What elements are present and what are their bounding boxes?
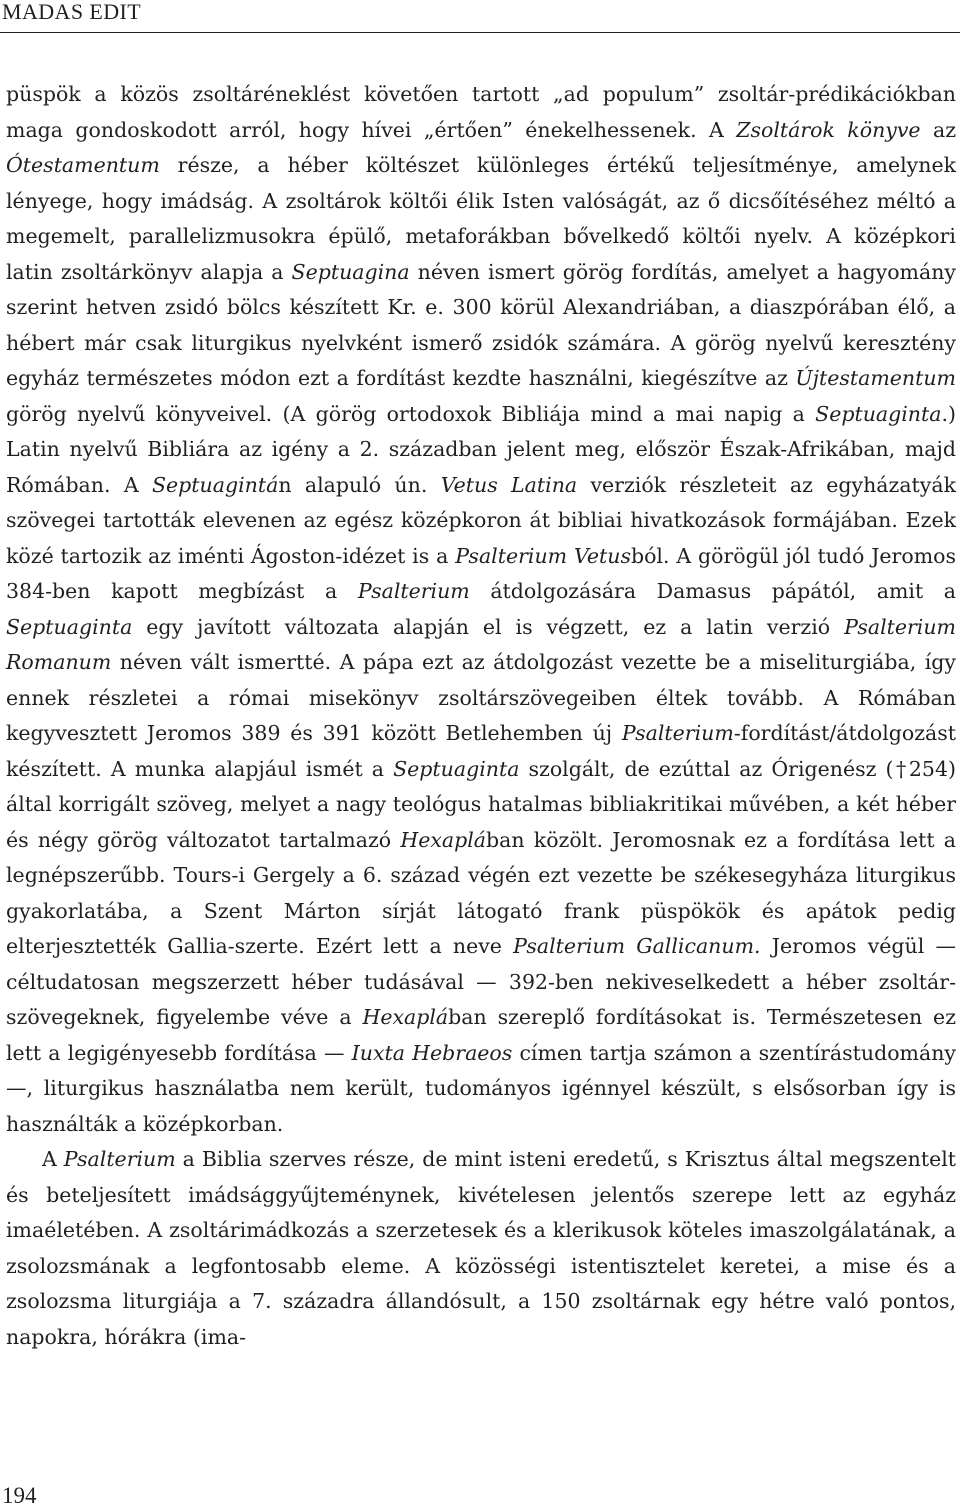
text-run: n alapuló ún. bbox=[278, 472, 441, 497]
italic-text-run: Psalterium bbox=[357, 579, 470, 603]
italic-text-run: Septuagintá bbox=[152, 472, 279, 497]
text-run: A bbox=[42, 1147, 64, 1171]
text-run: verziók részleteit az egyházatyák szövegei tartották elevenen az egész középkoron át bibliai hivatkozások formájában. Ezek közé tartozik az iménti Ágoston-idézet is a bbox=[6, 472, 957, 568]
body-text bbox=[6, 77, 956, 1355]
italic-text-run: Psalterium Romanum bbox=[6, 614, 956, 674]
text-run: címen tartja számon a szentírástudomány —, liturgikus használatba nem került, tudományos igénnyel készült, s elsősorban így is használták a középkorban. bbox=[6, 1040, 957, 1136]
italic-text-run: Vetus Latina bbox=[440, 472, 578, 497]
italic-text-run: Iuxta Hebraeos bbox=[351, 1040, 513, 1065]
text-run: egy javított változata alapján el is végzett, ez a latin verzió bbox=[132, 614, 845, 639]
italic-text-run: Ótestamentum bbox=[6, 153, 160, 177]
page-number: 194 bbox=[2, 1483, 37, 1508]
italic-text-run: Psalterium bbox=[63, 1147, 176, 1171]
italic-text-run: Septuaginta bbox=[393, 756, 520, 781]
italic-text-run: Psalterium bbox=[621, 721, 734, 745]
text-run: ban közölt. Jeromosnak ez a fordítása lett a legnépszerűbb. Tours-i Gergely a 6. század végén ezt vezette be székesegyháza liturgikus gyakorlatába, a Szent Márton sírját látogató frank püspökök és apátok pedig elterjesztették Gallia-szerte. Ezért lett a neve bbox=[6, 827, 956, 958]
italic-text-run: Hexaplá bbox=[400, 827, 487, 852]
text-run: néven ismert görög fordítás, amelyet a hagyomány szerint hetven zsidó bölcs készített Kr. e. 300 körül Alexandriában, a diaszpórában élő, a hébert már csak liturgikus nyelvként ismerő zsidók számára. A görög nyelvű keresztény egyház természetes módon ezt a fordítást kezdte használni, kiegészítve az bbox=[6, 259, 957, 390]
text-run: görög nyelvű könyveivel. (A görög ortodoxok Bibliája mind a mai napig a bbox=[6, 401, 816, 426]
text-run: a Biblia szerves része, de mint isteni eredetű, s Krisztus által megszentelt és beteljesített imádsággyűjteménynek, kivételesen jelentős szerepe lett az egyház imaéletében. A zsoltárimádkozás a szerzetesek és a klerikusok köteles imaszolgálatának, a zsolozsmának a legfontosabb eleme. A közösségi istentisztelet keretei, a mise és a zsolozsma liturgiája a 7. századra állandósult, a 150 zsoltárnak egy hétre való pontos, napokra, hórákra (ima- bbox=[6, 1147, 956, 1349]
italic-text-run: Psalterium Vetus bbox=[455, 543, 631, 568]
text-run: néven vált ismertté. A pápa ezt az átdolgozást vezette be a miseliturgiába, így ennek részletei a római misekönyv zsoltárszövegeiben éltek tovább. A Rómában kegyvesztett Jeromos 389 és 391 között Betlehemben új bbox=[6, 650, 956, 745]
italic-text-run: Újtestamentum bbox=[795, 366, 956, 390]
text-run: ból. A görögül jól tudó Jeromos 384-ben kapott megbízást a bbox=[6, 543, 956, 603]
text-run: -fordítást/átdolgozást készített. A munka alapjául ismét a bbox=[6, 721, 956, 781]
italic-text-run: Zsoltárok könyve bbox=[736, 117, 921, 142]
paragraph bbox=[6, 1142, 956, 1355]
running-header-title: MADAS EDIT bbox=[2, 0, 142, 24]
text-run: az bbox=[920, 117, 957, 142]
running-header bbox=[0, 0, 960, 34]
text-run: átdolgozására Damasus pápától, amit a bbox=[469, 579, 956, 603]
text-run: szolgált, de ezúttal az Órigenész (†254) által korrigált szöveg, melyet a nagy teológus hatalmas bibliakritikai művében, a két héber és négy görög változatot tartalmazó bbox=[6, 756, 956, 852]
text-run: ban szereplő fordításokat is. Természetesen ez lett a legigényesebb fordítása — bbox=[6, 1005, 956, 1065]
italic-text-run: Septuaginta bbox=[6, 614, 133, 639]
italic-text-run: Hexaplá bbox=[362, 1005, 449, 1029]
italic-text-run: Septuaginta bbox=[815, 401, 942, 426]
text-run: .) Latin nyelvű Bibliára az igény a 2. században jelent meg, először Észak-Afrikában, majd Rómában. A bbox=[6, 401, 956, 497]
text-run: Jeromos végül — céltudatosan megszerzett héber tudásával — 392-ben nekiveselkedett a héber zsoltár-szövegeknek, figyelembe véve a bbox=[6, 934, 956, 1029]
paragraph bbox=[6, 77, 956, 1142]
text-run: része, a héber költészet különleges értékű teljesítménye, amelynek lényege, hogy imádság. A zsoltárok költői élik Isten valóságát, az ő dicsőítéséhez méltó a megemelt, parallelizmusokra épülő, metaforákban bővelkedő költői nyelv. A középkori latin zsoltárkönyv alapja a bbox=[6, 153, 956, 284]
italic-text-run: Septuagina bbox=[291, 259, 410, 284]
header-rule bbox=[0, 32, 960, 33]
italic-text-run: Psalterium Gallicanum. bbox=[513, 934, 761, 958]
text-run: püspök a közös zsoltáréneklést követően tartott „ad populum” zsoltár-prédikációkban maga gondoskodott arról, hogy hívei „értően” énekelhessenek. A bbox=[6, 82, 956, 142]
